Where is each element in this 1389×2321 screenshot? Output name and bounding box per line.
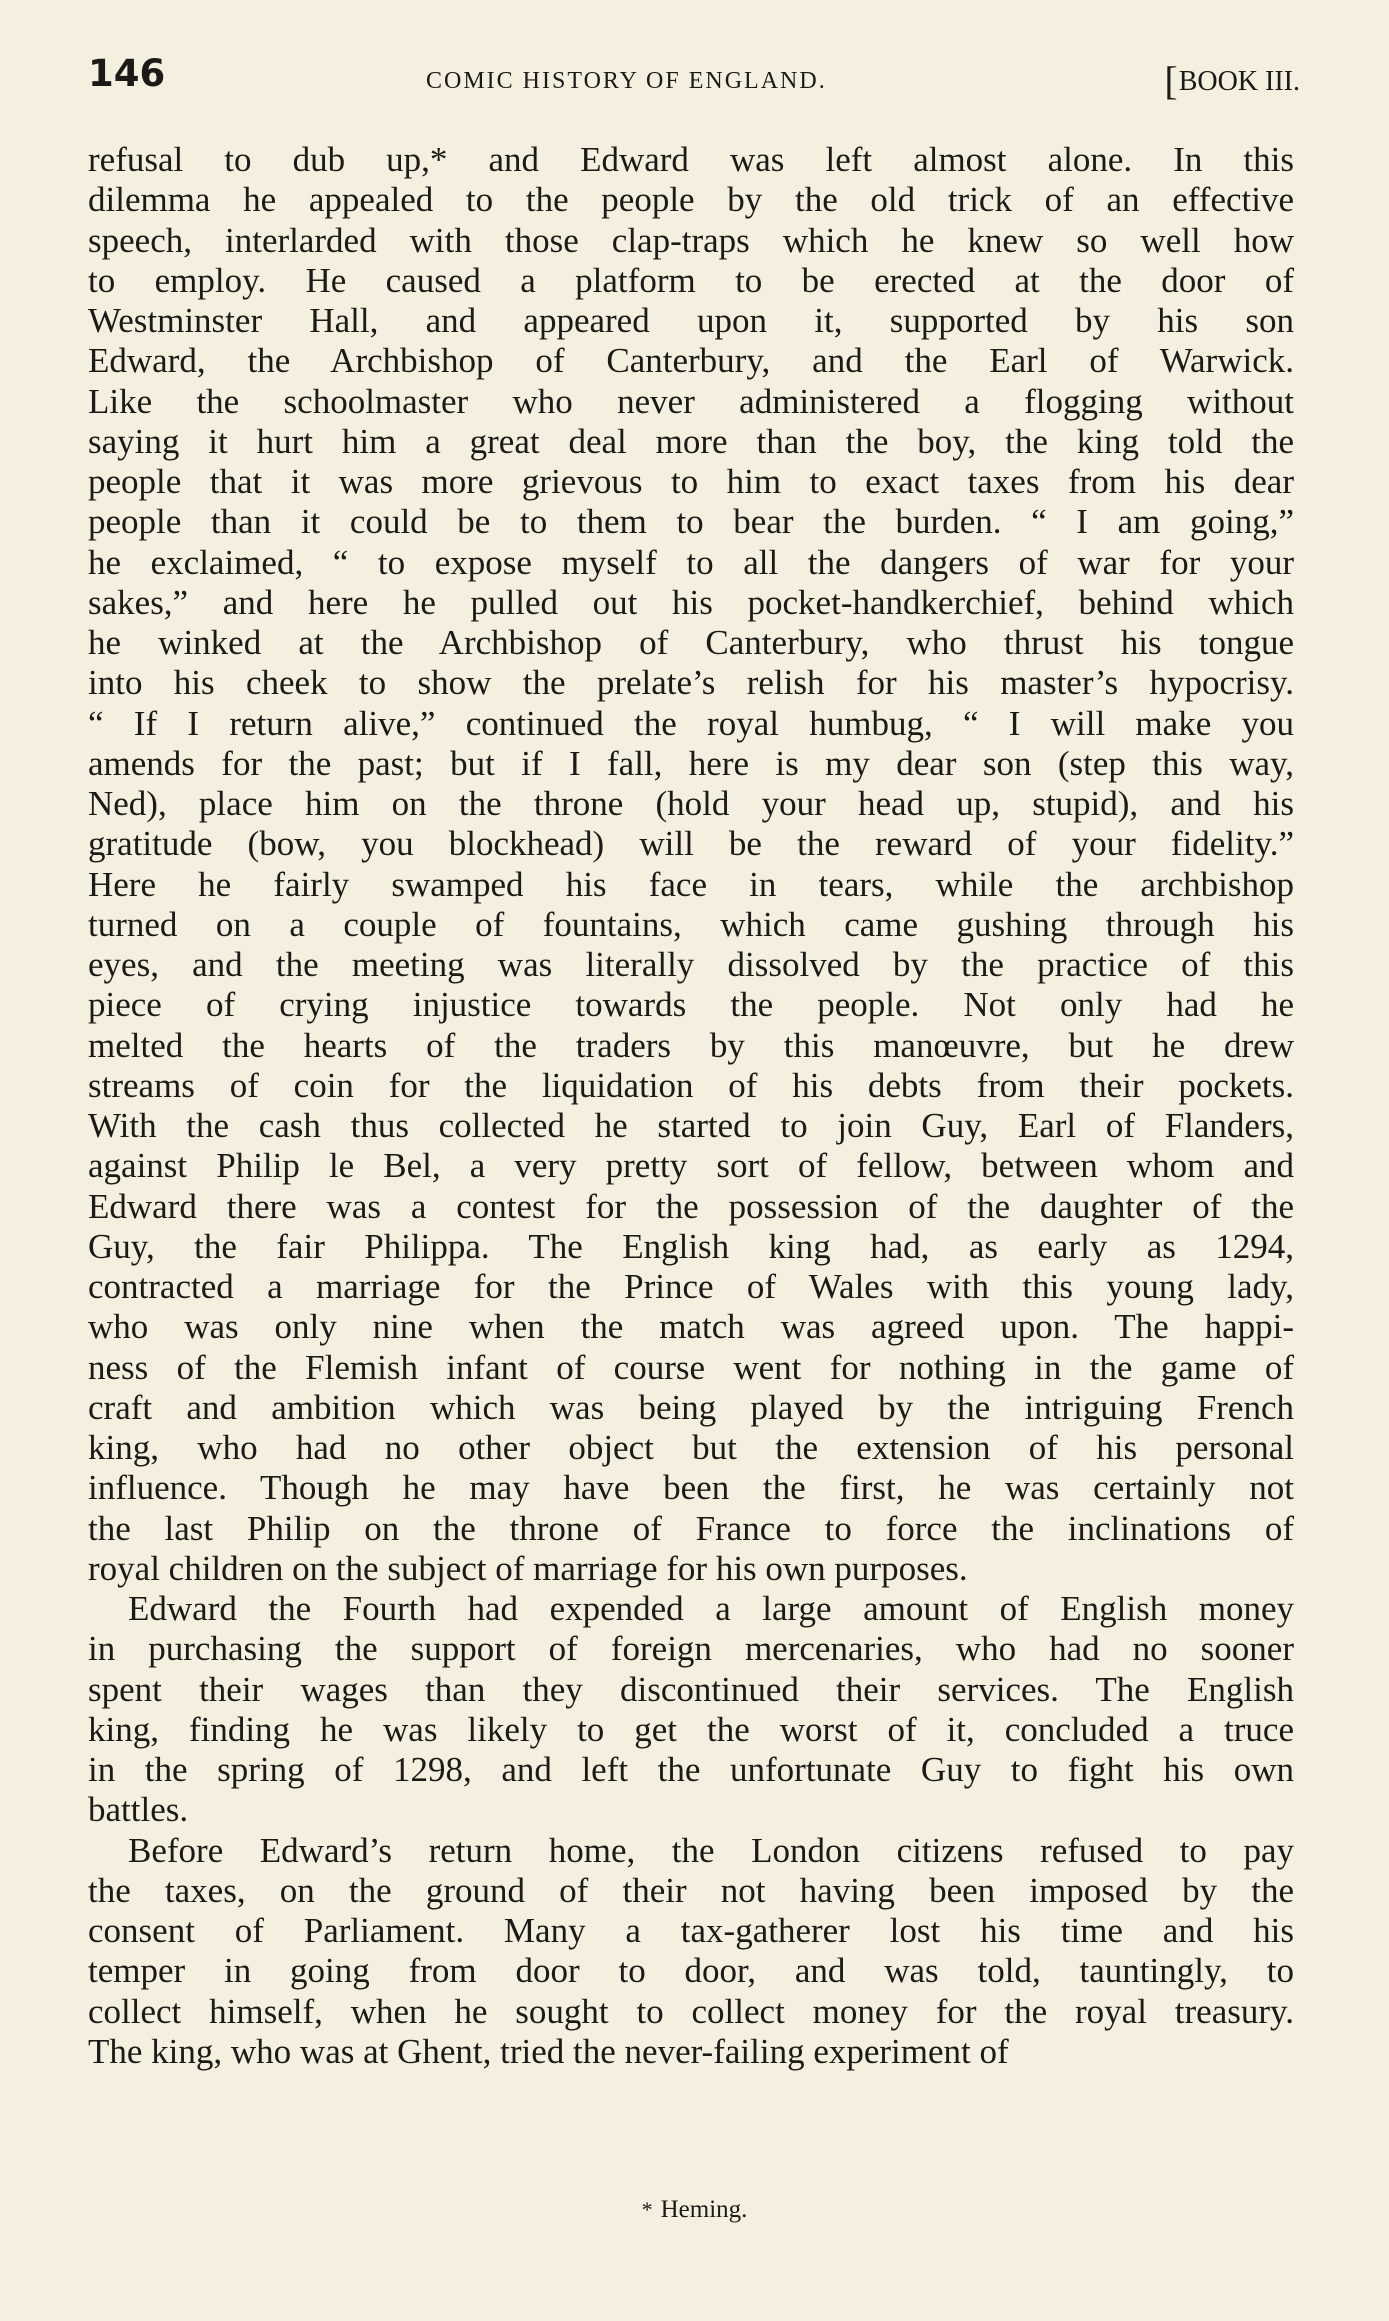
text-line: Edward there was a contest for the possession of the daughter of the: [88, 1186, 1294, 1226]
section-label-text: BOOK III.: [1178, 66, 1300, 97]
text-line: in the spring of 1298, and left the unfortunate Guy to fight his own: [88, 1750, 1294, 1789]
text-line: against Philip le Bel, a very pretty sort of fellow, between whom and: [88, 1146, 1294, 1186]
text-line: Guy, the fair Philippa. The English king had, as early as 1294,: [88, 1226, 1294, 1266]
text-line: spent their wages than they discontinued their services. The English: [88, 1669, 1294, 1709]
footnote: [0, 2196, 1389, 2224]
text-line: Here he fairly swamped his face in tears, while the archbishop: [88, 864, 1294, 904]
text-line: Edward, the Archbishop of Canterbury, and the Earl of Warwick.: [88, 341, 1294, 381]
running-title: COMIC HISTORY OF ENGLAND.: [426, 68, 827, 94]
text-line: Before Edward’s return home, the London citizens refused to pay: [128, 1830, 1294, 1870]
paragraph: [88, 1589, 1294, 1831]
text-line: Westminster Hall, and appeared upon it, supported by his son: [88, 301, 1294, 340]
text-line: who was only nine when the match was agreed upon. The happi-: [88, 1307, 1294, 1347]
page-header: [88, 52, 1300, 108]
text-line: the taxes, on the ground of their not having been imposed by the: [88, 1870, 1294, 1910]
text-line: temper in going from door to door, and was told, tauntingly, to: [88, 1951, 1294, 1991]
text-line: amends for the past; but if I fall, here is my dear son (step this way,: [88, 743, 1294, 783]
footnote-text: Heming.: [660, 2196, 748, 2223]
text-line: saying it hurt him a great deal more than the boy, the king told the: [88, 421, 1294, 461]
text-line: people than it could be to them to bear the burden. “ I am going,”: [88, 502, 1294, 542]
text-line: battles.: [88, 1790, 189, 1830]
section-label: [1164, 57, 1300, 104]
text-line: sakes,” and here he pulled out his pocket-handkerchief, behind which: [88, 582, 1294, 622]
text-line: streams of coin for the liquidation of his debts from their pockets.: [88, 1065, 1294, 1105]
text-line: to employ. He caused a platform to be erected at the door of: [88, 260, 1294, 300]
text-line: Edward the Fourth had expended a large amount of English money: [128, 1589, 1294, 1628]
text-line: he exclaimed, “ to expose myself to all the dangers of war for your: [88, 542, 1294, 582]
text-line: people that it was more grievous to him to exact taxes from his dear: [88, 462, 1294, 501]
text-line: The king, who was at Ghent, tried the never-failing experiment of: [88, 2031, 1009, 2071]
text-line: Ned), place him on the throne (hold your head up, stupid), and his: [88, 784, 1294, 823]
text-line: eyes, and the meeting was literally dissolved by the practice of this: [88, 945, 1294, 984]
text-line: piece of crying injustice towards the people. Not only had he: [88, 985, 1294, 1025]
text-line: king, who had no other object but the extension of his personal: [88, 1428, 1294, 1467]
text-line: turned on a couple of fountains, which came gushing through his: [88, 904, 1294, 944]
text-line: With the cash thus collected he started to join Guy, Earl of Flanders,: [88, 1106, 1294, 1145]
text-line: king, finding he was likely to get the worst of it, concluded a truce: [88, 1709, 1294, 1749]
body-text: [88, 140, 1294, 2072]
footnote-marker: *: [641, 2197, 653, 2222]
text-line: consent of Parliament. Many a tax-gatherer lost his time and his: [88, 1911, 1294, 1950]
bracket-glyph: [: [1164, 58, 1178, 103]
text-line: influence. Though he may have been the first, he was certainly not: [88, 1468, 1294, 1508]
text-line: craft and ambition which was being played by the intriguing French: [88, 1387, 1294, 1427]
text-line: in purchasing the support of foreign mercenaries, who had no sooner: [88, 1629, 1294, 1669]
text-line: collect himself, when he sought to collect money for the royal treasury.: [88, 1991, 1294, 2031]
text-line: speech, interlarded with those clap-traps which he knew so well how: [88, 220, 1294, 260]
text-line: dilemma he appealed to the people by the old trick of an effective: [88, 180, 1294, 220]
page-number: 146: [88, 52, 166, 95]
text-line: “ If I return alive,” continued the royal humbug, “ I will make you: [88, 703, 1294, 743]
text-line: Like the schoolmaster who never administered a flogging without: [88, 381, 1294, 421]
text-line: royal children on the subject of marriage for his own purposes.: [88, 1548, 968, 1588]
text-line: refusal to dub up,* and Edward was left almost alone. In this: [88, 140, 1294, 179]
text-line: the last Philip on the throne of France to force the inclinations of: [88, 1508, 1294, 1548]
text-line: contracted a marriage for the Prince of Wales with this young lady,: [88, 1267, 1294, 1306]
text-line: gratitude (bow, you blockhead) will be the reward of your fidelity.”: [88, 824, 1294, 864]
text-line: into his cheek to show the prelate’s relish for his master’s hypocrisy.: [88, 663, 1294, 703]
text-line: ness of the Flemish infant of course went for nothing in the game of: [88, 1347, 1294, 1387]
paragraph: [88, 140, 1294, 1589]
text-line: melted the hearts of the traders by this manœuvre, but he drew: [88, 1025, 1294, 1065]
text-line: he winked at the Archbishop of Canterbury, who thrust his tongue: [88, 623, 1294, 662]
paragraph: [88, 1831, 1294, 2073]
